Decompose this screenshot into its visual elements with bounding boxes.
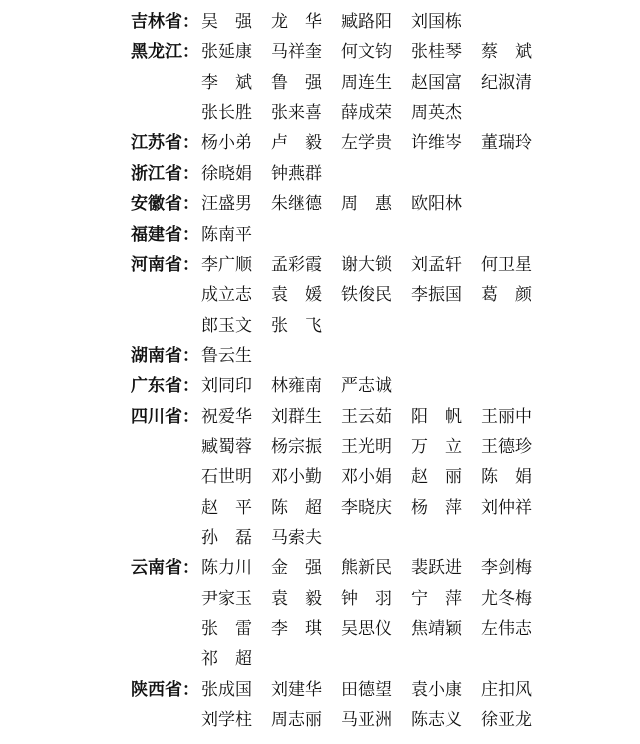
province-row bbox=[0, 192, 640, 216]
person-name: 张桂琴 bbox=[411, 42, 462, 63]
person-name: 钟燕群 bbox=[271, 163, 322, 184]
person-name: 邓小娟 bbox=[341, 467, 392, 488]
person-name: 陈志义 bbox=[411, 710, 462, 731]
province-label: 福建省： bbox=[131, 224, 199, 245]
person-name: 左学贵 bbox=[341, 133, 392, 154]
name-continuation-row bbox=[0, 435, 640, 459]
person-name: 纪淑清 bbox=[481, 72, 532, 93]
person-name: 李振国 bbox=[411, 285, 462, 306]
person-name: 谢大锁 bbox=[341, 254, 392, 275]
person-name: 汪盛男 bbox=[201, 194, 252, 215]
person-name: 陈力川 bbox=[201, 558, 252, 579]
person-name: 张 雷 bbox=[201, 619, 252, 639]
person-name: 刘学柱 bbox=[201, 710, 252, 731]
person-name: 李 斌 bbox=[201, 72, 252, 93]
person-name: 鲁 强 bbox=[271, 72, 322, 93]
person-name: 张长胜 bbox=[201, 103, 252, 124]
person-name: 孟彩霞 bbox=[271, 254, 322, 275]
province-row bbox=[0, 344, 640, 368]
person-name: 周志丽 bbox=[271, 710, 322, 731]
person-name: 陈南平 bbox=[201, 224, 252, 245]
person-name: 何文钧 bbox=[341, 42, 392, 63]
name-continuation-row bbox=[0, 465, 640, 489]
province-label: 吉林省： bbox=[131, 12, 199, 32]
person-name: 吴 强 bbox=[201, 12, 252, 32]
person-name: 许维岑 bbox=[411, 133, 462, 154]
name-continuation-row bbox=[0, 708, 640, 732]
province-row bbox=[0, 556, 640, 580]
person-name: 王德珍 bbox=[481, 436, 532, 457]
person-name: 金 强 bbox=[271, 558, 322, 579]
province-label: 黑龙江： bbox=[131, 42, 199, 63]
person-name: 孙 磊 bbox=[201, 528, 252, 548]
person-name: 裴跃进 bbox=[411, 558, 462, 579]
person-name: 张来喜 bbox=[271, 103, 322, 124]
name-continuation-row bbox=[0, 526, 640, 550]
person-name: 马祥奎 bbox=[271, 42, 322, 63]
person-name: 赵国富 bbox=[411, 72, 462, 93]
person-name: 李剑梅 bbox=[481, 558, 532, 579]
name-continuation-row bbox=[0, 71, 640, 95]
person-name: 邓小勤 bbox=[271, 467, 322, 488]
name-continuation-row bbox=[0, 101, 640, 125]
person-name: 赵 平 bbox=[201, 497, 252, 518]
person-name: 袁 媛 bbox=[271, 285, 322, 306]
person-name: 王云茹 bbox=[341, 406, 392, 427]
name-continuation-row bbox=[0, 283, 640, 307]
person-name: 万 立 bbox=[411, 436, 462, 457]
person-name: 郎玉文 bbox=[201, 315, 252, 336]
province-row bbox=[0, 678, 640, 702]
person-name: 熊新民 bbox=[341, 558, 392, 579]
person-name: 成立志 bbox=[201, 285, 252, 306]
person-name: 刘孟轩 bbox=[411, 254, 462, 275]
person-name: 祁 超 bbox=[201, 649, 252, 670]
person-name: 吴思仪 bbox=[341, 619, 392, 639]
person-name: 焦靖颖 bbox=[411, 619, 462, 639]
person-name: 石世明 bbox=[201, 467, 252, 488]
person-name: 严志诚 bbox=[341, 376, 392, 397]
province-label: 安徽省： bbox=[131, 194, 199, 215]
person-name: 袁 毅 bbox=[271, 588, 322, 609]
person-name: 庄扣风 bbox=[481, 679, 532, 700]
person-name: 张 飞 bbox=[271, 315, 322, 336]
name-continuation-row bbox=[0, 587, 640, 611]
person-name: 阳 帆 bbox=[411, 406, 462, 427]
person-name: 张成国 bbox=[201, 679, 252, 700]
person-name: 朱继德 bbox=[271, 194, 322, 215]
province-row bbox=[0, 374, 640, 398]
province-label: 四川省： bbox=[131, 406, 199, 427]
person-name: 陈 超 bbox=[271, 497, 322, 518]
province-row bbox=[0, 162, 640, 186]
person-name: 李 琪 bbox=[271, 619, 322, 639]
person-name: 龙 华 bbox=[271, 12, 322, 32]
person-name: 马索夫 bbox=[271, 528, 322, 548]
person-name: 陈 娟 bbox=[481, 467, 532, 488]
person-name: 鲁云生 bbox=[201, 345, 252, 366]
person-name: 徐晓娟 bbox=[201, 163, 252, 184]
person-name: 李晓庆 bbox=[341, 497, 392, 518]
person-name: 左伟志 bbox=[481, 619, 532, 639]
province-label: 江苏省： bbox=[131, 133, 199, 154]
person-name: 宁 萍 bbox=[411, 588, 462, 609]
person-name: 周英杰 bbox=[411, 103, 462, 124]
person-name: 臧路阳 bbox=[341, 12, 392, 32]
province-label: 湖南省： bbox=[131, 345, 199, 366]
province-label: 云南省： bbox=[131, 558, 199, 579]
province-row bbox=[0, 131, 640, 155]
province-row bbox=[0, 405, 640, 429]
province-label: 陕西省： bbox=[131, 679, 199, 700]
province-label: 广东省： bbox=[131, 376, 199, 397]
person-name: 徐亚龙 bbox=[481, 710, 532, 731]
province-row bbox=[0, 40, 640, 64]
person-name: 杨宗振 bbox=[271, 436, 322, 457]
person-name: 周 惠 bbox=[341, 194, 392, 215]
person-name: 刘仲祥 bbox=[481, 497, 532, 518]
province-row bbox=[0, 10, 640, 34]
person-name: 臧蜀蓉 bbox=[201, 436, 252, 457]
name-continuation-row bbox=[0, 496, 640, 520]
person-name: 刘同印 bbox=[201, 376, 252, 397]
person-name: 刘国栋 bbox=[411, 12, 462, 32]
person-name: 蔡 斌 bbox=[481, 42, 532, 63]
person-name: 尹家玉 bbox=[201, 588, 252, 609]
province-row bbox=[0, 253, 640, 277]
person-name: 何卫星 bbox=[481, 254, 532, 275]
province-label: 浙江省： bbox=[131, 163, 199, 184]
person-name: 刘群生 bbox=[271, 406, 322, 427]
person-name: 卢 毅 bbox=[271, 133, 322, 154]
person-name: 王光明 bbox=[341, 436, 392, 457]
person-name: 田德望 bbox=[341, 679, 392, 700]
province-label: 河南省： bbox=[131, 254, 199, 275]
person-name: 袁小康 bbox=[411, 679, 462, 700]
person-name: 董瑞玲 bbox=[481, 133, 532, 154]
person-name: 李广顺 bbox=[201, 254, 252, 275]
person-name: 马亚洲 bbox=[341, 710, 392, 731]
person-name: 钟 羽 bbox=[341, 588, 392, 609]
person-name: 杨小弟 bbox=[201, 133, 252, 154]
person-name: 周连生 bbox=[341, 72, 392, 93]
person-name: 赵 丽 bbox=[411, 467, 462, 488]
name-continuation-row bbox=[0, 647, 640, 671]
person-name: 薛成荣 bbox=[341, 103, 392, 124]
person-name: 杨 萍 bbox=[411, 497, 462, 518]
name-continuation-row bbox=[0, 617, 640, 641]
person-name: 张延康 bbox=[201, 42, 252, 63]
province-row bbox=[0, 223, 640, 247]
person-name: 尤冬梅 bbox=[481, 588, 532, 609]
person-name: 王丽中 bbox=[481, 406, 532, 427]
name-continuation-row bbox=[0, 314, 640, 338]
person-name: 祝爱华 bbox=[201, 406, 252, 427]
person-name: 葛 颜 bbox=[481, 285, 532, 306]
person-name: 刘建华 bbox=[271, 679, 322, 700]
person-name: 欧阳林 bbox=[411, 194, 462, 215]
person-name: 铁俊民 bbox=[341, 285, 392, 306]
person-name: 林雍南 bbox=[271, 376, 322, 397]
